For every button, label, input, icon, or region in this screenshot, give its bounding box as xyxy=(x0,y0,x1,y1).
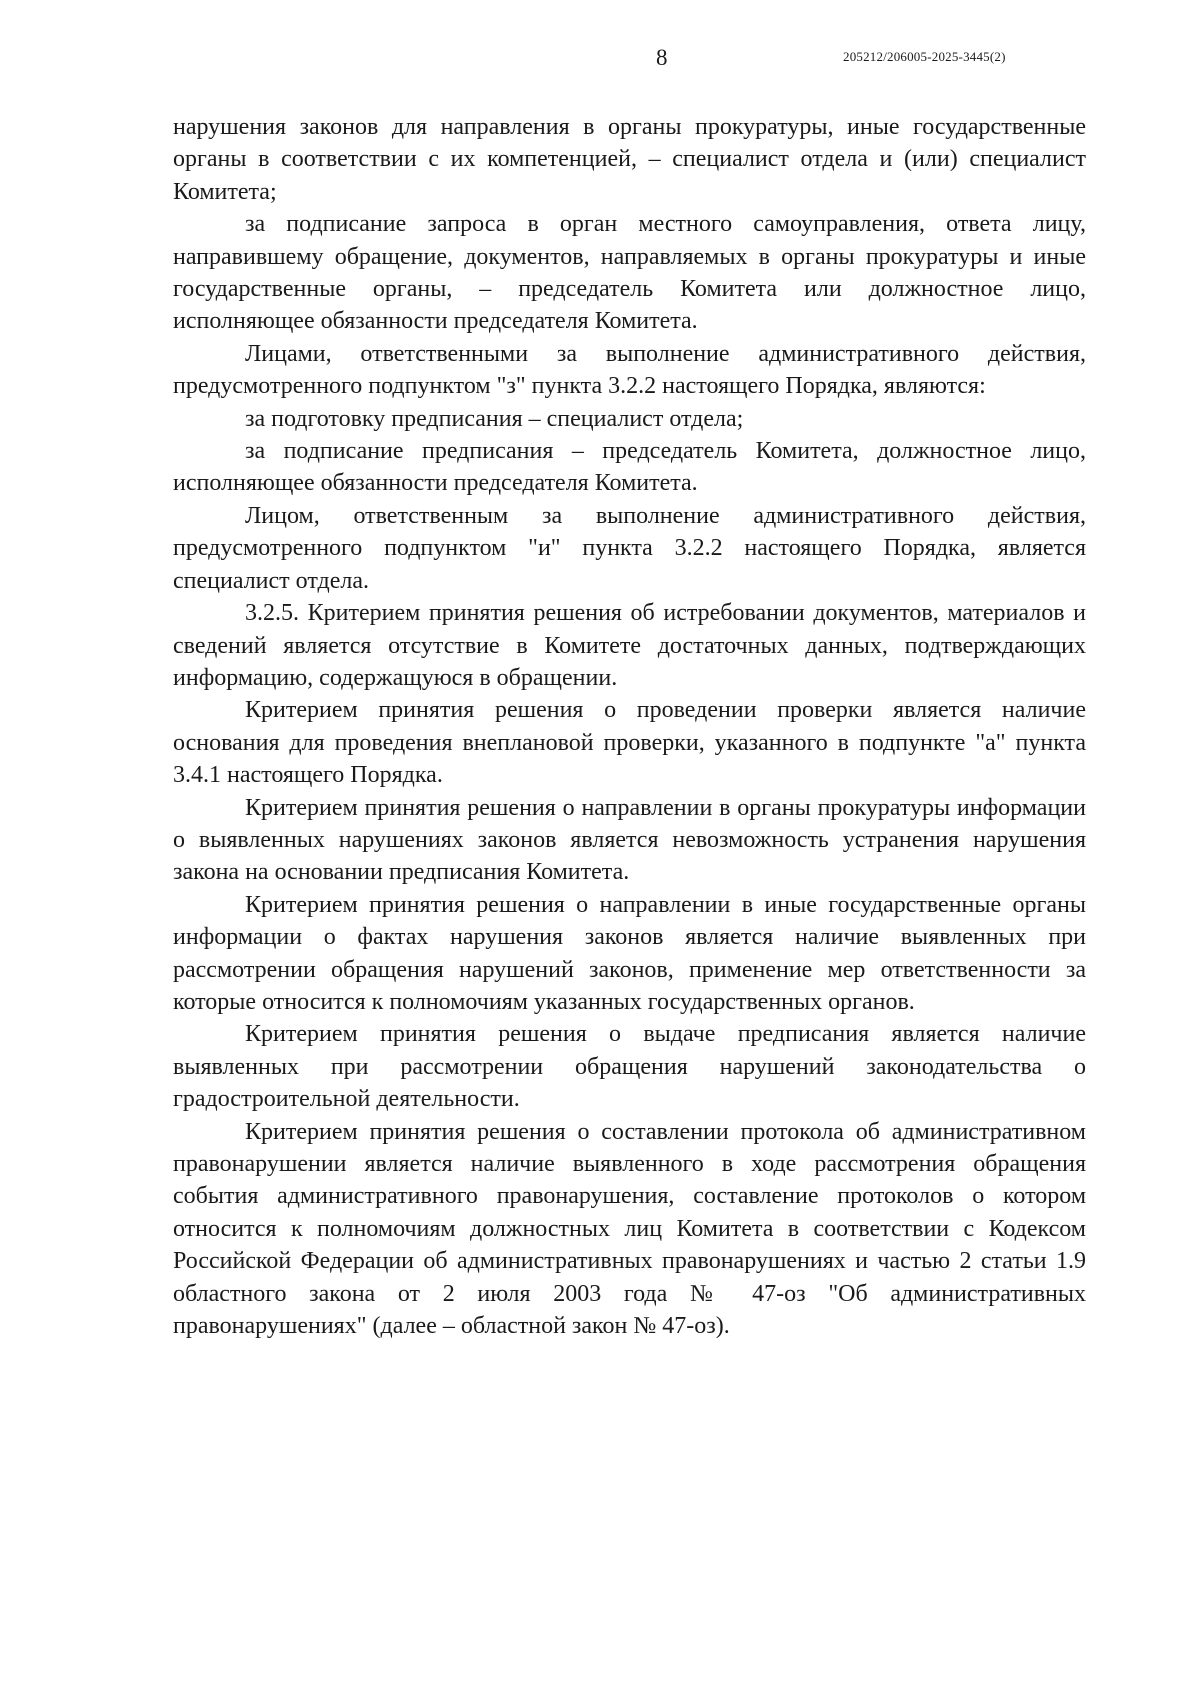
paragraph: Критерием принятия решения о направлении в иные государственные органы информации о фактах нарушения законов является наличие выявленных при рассмотрении обращения нарушений законов, применение мер ответственности за которые относится к полномочиям указанных государственных органов. xyxy=(173,891,1086,1015)
paragraph: Критерием принятия решения о проведении проверки является наличие основания для проведения внеплановой проверки, указанного в подпункте "а" пункта 3.4.1 настоящего Порядка. xyxy=(173,697,1086,789)
paragraph: Лицом, ответственным за выполнение административного действия, предусмотренного подпунктом "и" пункта 3.2.2 настоящего Порядка, является специалист отдела. xyxy=(173,502,1086,594)
paragraph: нарушения законов для направления в органы прокуратуры, иные государственные органы в соответствии с их компетенцией, – специалист отдела и (или) специалист Комитета; xyxy=(173,114,1086,205)
paragraph: Критерием принятия решения о составлении протокола об административном правонарушении является наличие выявленного в ходе рассмотрения обращения события административного правонарушения, составление протоколов о котором относится к полномочиям должностных лиц Комитета в соответствии с Кодексом Российской Федерации об административных правонарушениях и частью 2 статьи 1.9 областного закона от 2 июля 2003 года № 47-оз "Об административных правонарушениях" (далее – областной закон № 47-оз). xyxy=(173,1118,1086,1340)
paragraph: за подготовку предписания – специалист отдела; xyxy=(245,405,744,432)
paragraph: Лицами, ответственными за выполнение административного действия, предусмотренного подпунктом "з" пункта 3.2.2 настоящего Порядка, являются: xyxy=(173,340,1086,400)
paragraph: за подписание предписания – председатель Комитета, должностное лицо, исполняющее обязанности председателя Комитета. xyxy=(173,438,1086,497)
document-body xyxy=(173,111,1086,1342)
paragraph: Критерием принятия решения о направлении в органы прокуратуры информации о выявленных нарушениях законов является невозможность устранения нарушения закона на основании предписания Комитета. xyxy=(173,794,1086,886)
document-id: 205212/206005-2025-3445(2) xyxy=(843,49,1006,64)
paragraph: за подписание запроса в орган местного самоуправления, ответа лицу, направившему обращение, документов, направляемых в органы прокуратуры и иные государственные органы, – председатель Комитета или должностное лицо, исполняющее обязанности председателя Комитета. xyxy=(173,211,1086,335)
paragraph: 3.2.5. Критерием принятия решения об истребовании документов, материалов и сведений является отсутствие в Комитете достаточных данных, подтверждающих информацию, содержащуюся в обращении. xyxy=(173,600,1086,691)
page-number: 8 xyxy=(656,45,668,70)
paragraph: Критерием принятия решения о выдаче предписания является наличие выявленных при рассмотрении обращения нарушений законодательства о градостроительной деятельности. xyxy=(173,1021,1086,1113)
